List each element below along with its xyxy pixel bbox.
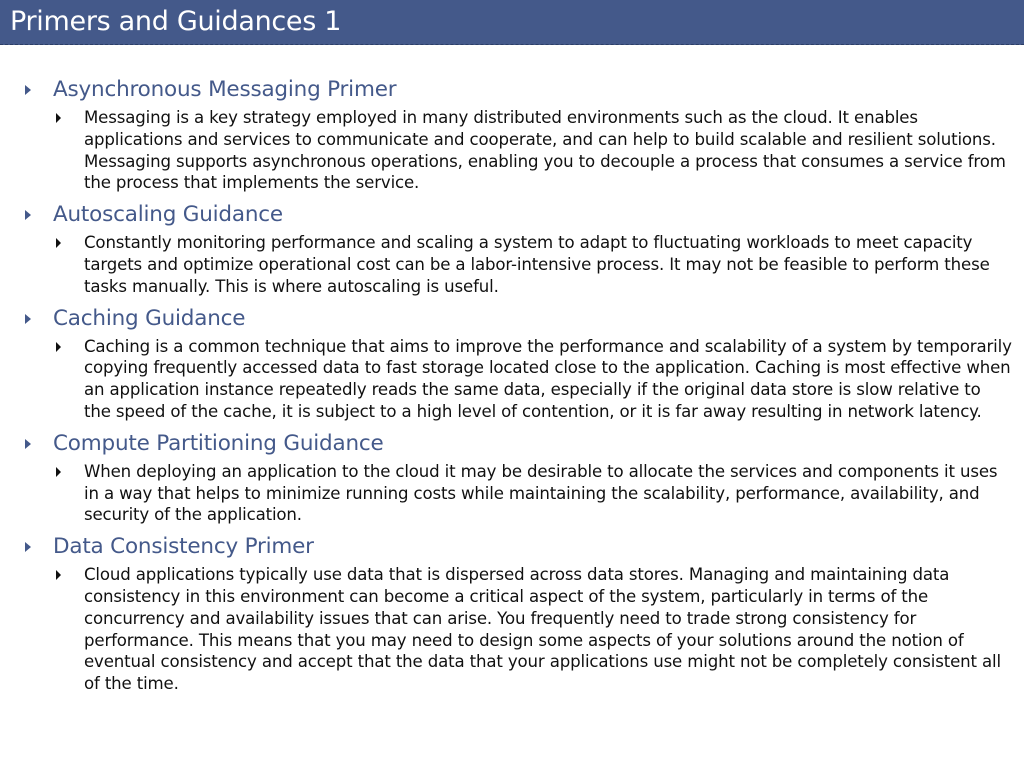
section-heading-text: Caching Guidance	[53, 305, 246, 331]
section-body-text: Constantly monitoring performance and scaling a system to adapt to fluctuating workloads to meet capacity targets and optimize operational cost can be a labor-intensive process. It may not be feasible to perform these tasks manually. This is where autoscaling is useful.	[84, 233, 990, 296]
triangle-bullet-icon	[25, 542, 31, 552]
triangle-bullet-icon	[56, 467, 61, 477]
triangle-bullet-icon	[25, 314, 31, 324]
section-data-consistency	[22, 533, 1012, 695]
triangle-bullet-icon	[56, 342, 61, 352]
section-heading-text: Asynchronous Messaging Primer	[53, 77, 397, 102]
section-heading	[22, 305, 1012, 333]
section-asynchronous-messaging	[22, 76, 1012, 194]
section-heading-text: Autoscaling Guidance	[53, 202, 283, 228]
triangle-bullet-icon	[25, 439, 31, 449]
section-body-text: Caching is a common technique that aims to improve the performance and scalability of a system by temporarily copying frequently accessed data to fast storage located close to the application. Caching is most effective when an application instance repeatedly reads the same data, especially if the original data store is slow relative to the speed of the cache, it is subject to a high level of contention, or it is far away resulting in network latency.	[84, 336, 1012, 421]
section-caching	[22, 305, 1012, 423]
section-body	[22, 564, 1012, 695]
slide-content	[22, 76, 1012, 702]
triangle-bullet-icon	[56, 113, 61, 123]
triangle-bullet-icon	[56, 570, 61, 580]
section-body	[22, 232, 1012, 297]
section-heading	[22, 201, 1012, 229]
section-body	[22, 336, 1012, 423]
section-heading-text: Compute Partitioning Guidance	[53, 430, 384, 456]
section-body	[22, 461, 1012, 526]
section-heading	[22, 430, 1012, 458]
section-body	[22, 107, 1012, 194]
section-body-text: Cloud applications typically use data that is dispersed across data stores. Managing and maintaining data consistency in this environment can become a critical aspect of the system, particularly in terms of the concurrency and availability issues that can arise. You frequently need to trade strong consistency for performance. This means that you may need to design some aspects of your solutions around the notion of eventual consistency and accept that the data that your applications use might not be completely consistent all of the time.	[84, 565, 1001, 694]
section-heading-text: Data Consistency Primer	[53, 534, 314, 560]
triangle-bullet-icon	[25, 210, 31, 220]
section-compute-partitioning	[22, 430, 1012, 526]
section-body-text: When deploying an application to the cloud it may be desirable to allocate the services and components it uses in a way that helps to minimize running costs while maintaining the scalability, performance, availability, and security of the application.	[84, 461, 998, 525]
triangle-bullet-icon	[56, 238, 61, 248]
slide-title: Primers and Guidances 1	[10, 6, 342, 37]
title-bar	[0, 0, 1024, 45]
section-body-text: Messaging is a key strategy employed in many distributed environments such as the cloud. It enables applications and services to communicate and cooperate, and can help to build scalable and resilient solutions. Messaging supports asynchronous operations, enabling you to decouple a process that consumes a service from the process that implements the service.	[84, 108, 1006, 193]
triangle-bullet-icon	[25, 85, 31, 95]
section-heading	[22, 76, 1012, 104]
section-heading	[22, 533, 1012, 561]
section-autoscaling	[22, 201, 1012, 297]
